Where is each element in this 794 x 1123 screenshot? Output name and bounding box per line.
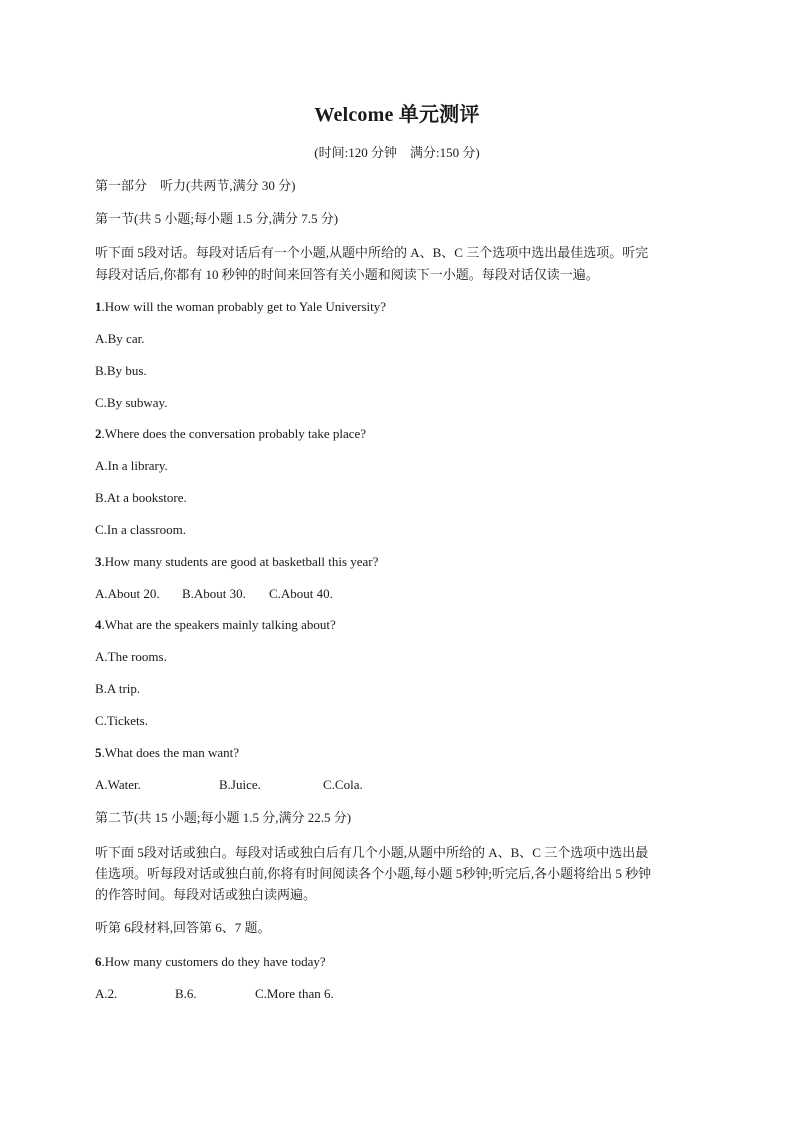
question-5-option-b: B.Juice. bbox=[219, 777, 261, 792]
question-4-option-b: B.A trip. bbox=[95, 681, 141, 696]
question-1-option-b: B.By bus. bbox=[95, 363, 147, 378]
question-number: 6 bbox=[95, 954, 102, 969]
question-4 bbox=[95, 614, 705, 636]
question-3 bbox=[95, 551, 705, 573]
question-number: 4 bbox=[95, 617, 102, 632]
question-3-option-a: A.About 20. bbox=[95, 586, 160, 601]
question-number: 5 bbox=[95, 745, 102, 760]
question-number: 1 bbox=[95, 299, 102, 314]
question-5 bbox=[95, 742, 705, 764]
question-3-options bbox=[95, 583, 705, 605]
section2-instructions-line3: 的作答时间。每段对话或独白读两遍。 bbox=[95, 887, 317, 902]
question-text: .How many students are good at basketball this year? bbox=[101, 554, 379, 569]
question-text: .How many customers do they have today? bbox=[101, 954, 326, 969]
question-3-option-b: B.About 30. bbox=[182, 586, 246, 601]
question-text: .Where does the conversation probably take place? bbox=[101, 426, 367, 441]
section1-heading: 第一节(共 5 小题;每小题 1.5 分,满分 7.5 分) bbox=[95, 211, 339, 226]
question-text: .What does the man want? bbox=[101, 745, 240, 760]
question-5-option-a: A.Water. bbox=[95, 777, 141, 792]
material-note: 听第 6段材料,回答第 6、7 题。 bbox=[95, 920, 271, 935]
question-3-option-c: C.About 40. bbox=[269, 586, 333, 601]
question-4-option-a: A.The rooms. bbox=[95, 649, 167, 664]
question-5-option-c: C.Cola. bbox=[323, 777, 363, 792]
question-text: .How will the woman probably get to Yale University? bbox=[101, 299, 387, 314]
question-text: .What are the speakers mainly talking about? bbox=[101, 617, 336, 632]
part1-heading: 第一部分 听力(共两节,满分 30 分) bbox=[95, 178, 296, 193]
question-1-option-a: A.By car. bbox=[95, 331, 145, 346]
section2-instructions-line1: 听下面 5段对话或独白。每段对话或独白后有几个小题,从题中所给的 A、B、C 三个选项中选出最 bbox=[95, 845, 649, 860]
exam-time-score: (时间:120 分钟 满分:150 分) bbox=[314, 145, 480, 160]
question-2-option-b: B.At a bookstore. bbox=[95, 490, 187, 505]
section1-instructions-line1: 听下面 5段对话。每段对话后有一个小题,从题中所给的 A、B、C 三个选项中选出最佳选项。听完 bbox=[95, 245, 649, 260]
question-6-option-c: C.More than 6. bbox=[255, 986, 334, 1001]
question-1-option-c: C.By subway. bbox=[95, 395, 168, 410]
question-number: 3 bbox=[95, 554, 102, 569]
section2-instructions-line2: 佳选项。听每段对话或独白前,你将有时间阅读各个小题,每小题 5秒钟;听完后,各小题将给出 5 秒钟 bbox=[95, 866, 652, 881]
question-6 bbox=[95, 951, 705, 973]
question-6-option-b: B.6. bbox=[175, 986, 197, 1001]
question-6-options bbox=[95, 983, 705, 1005]
section2-heading: 第二节(共 15 小题;每小题 1.5 分,满分 22.5 分) bbox=[95, 810, 352, 825]
question-2 bbox=[95, 423, 705, 445]
section1-instructions-line2: 每段对话后,你都有 10 秒钟的时间来回答有关小题和阅读下一小题。每段对话仅读一遍。 bbox=[95, 267, 599, 282]
question-2-option-a: A.In a library. bbox=[95, 458, 168, 473]
question-1 bbox=[95, 296, 705, 318]
question-2-option-c: C.In a classroom. bbox=[95, 522, 186, 537]
question-4-option-c: C.Tickets. bbox=[95, 713, 148, 728]
question-6-option-a: A.2. bbox=[95, 986, 118, 1001]
page-title: Welcome 单元测评 bbox=[314, 104, 480, 126]
question-5-options bbox=[95, 774, 705, 796]
question-number: 2 bbox=[95, 426, 102, 441]
